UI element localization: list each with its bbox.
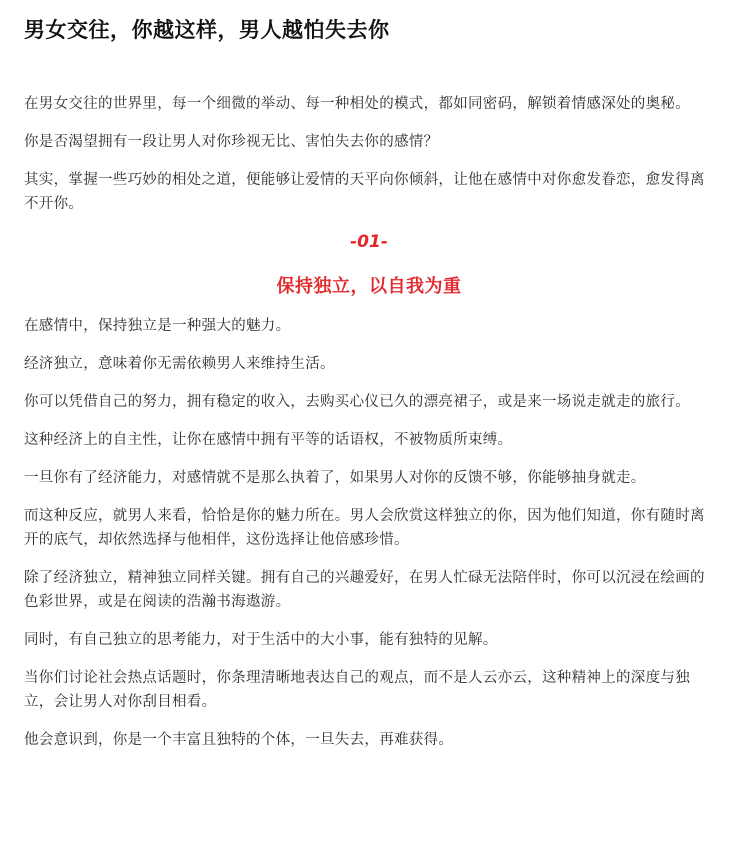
body-paragraph: 他会意识到，你是一个丰富且独特的个体，一旦失去，再难获得。 <box>24 732 454 748</box>
body-paragraph: 当你们讨论社会热点话题时，你条理清晰地表达自己的观点，而不是人云亦云，这种精神上的深度与独立，会让男人对你刮目相看。 <box>24 670 690 710</box>
body-paragraph: 在感情中，保持独立是一种强大的魅力。 <box>24 318 291 334</box>
intro-section <box>24 92 714 216</box>
body-paragraph: 而这种反应，就男人来看，恰恰是你的魅力所在。男人会欣赏这样独立的你，因为他们知道，你有随时离开的底气，却依然选择与他相伴，这份选择让他倍感珍惜。 <box>24 508 705 548</box>
intro-paragraph: 在男女交往的世界里，每一个细微的举动、每一种相处的模式，都如同密码，解锁着情感深处的奥秘。 <box>24 96 690 112</box>
body-paragraph: 除了经济独立，精神独立同样关键。拥有自己的兴趣爱好，在男人忙碌无法陪伴时，你可以沉浸在绘画的色彩世界，或是在阅读的浩瀚书海遨游。 <box>24 570 705 610</box>
section-heading: 保持独立，以自我为重 <box>276 276 462 297</box>
body-paragraph: 经济独立，意味着你无需依赖男人来维持生活。 <box>24 356 335 372</box>
body-paragraph: 同时，有自己独立的思考能力，对于生活中的大小事，能有独特的见解。 <box>24 632 498 648</box>
body-paragraph: 这种经济上的自主性，让你在感情中拥有平等的话语权，不被物质所束缚。 <box>24 432 513 448</box>
intro-paragraph: 其实，掌握一些巧妙的相处之道，便能够让爱情的天平向你倾斜，让他在感情中对你愈发眷恋，愈发得离不开你。 <box>24 172 705 212</box>
body-paragraph: 你可以凭借自己的努力，拥有稳定的收入，去购买心仪已久的漂亮裙子，或是来一场说走就走的旅行。 <box>24 394 690 410</box>
intro-paragraph: 你是否渴望拥有一段让男人对你珍视无比、害怕失去你的感情？ <box>24 134 439 150</box>
body-paragraph: 一旦你有了经济能力，对感情就不是那么执着了，如果男人对你的反馈不够，你能够抽身就走。 <box>24 470 646 486</box>
article-title: 男女交往，你越这样，男人越怕失去你 <box>24 18 390 42</box>
section-number: -01- <box>350 232 388 252</box>
section-body <box>24 314 714 752</box>
